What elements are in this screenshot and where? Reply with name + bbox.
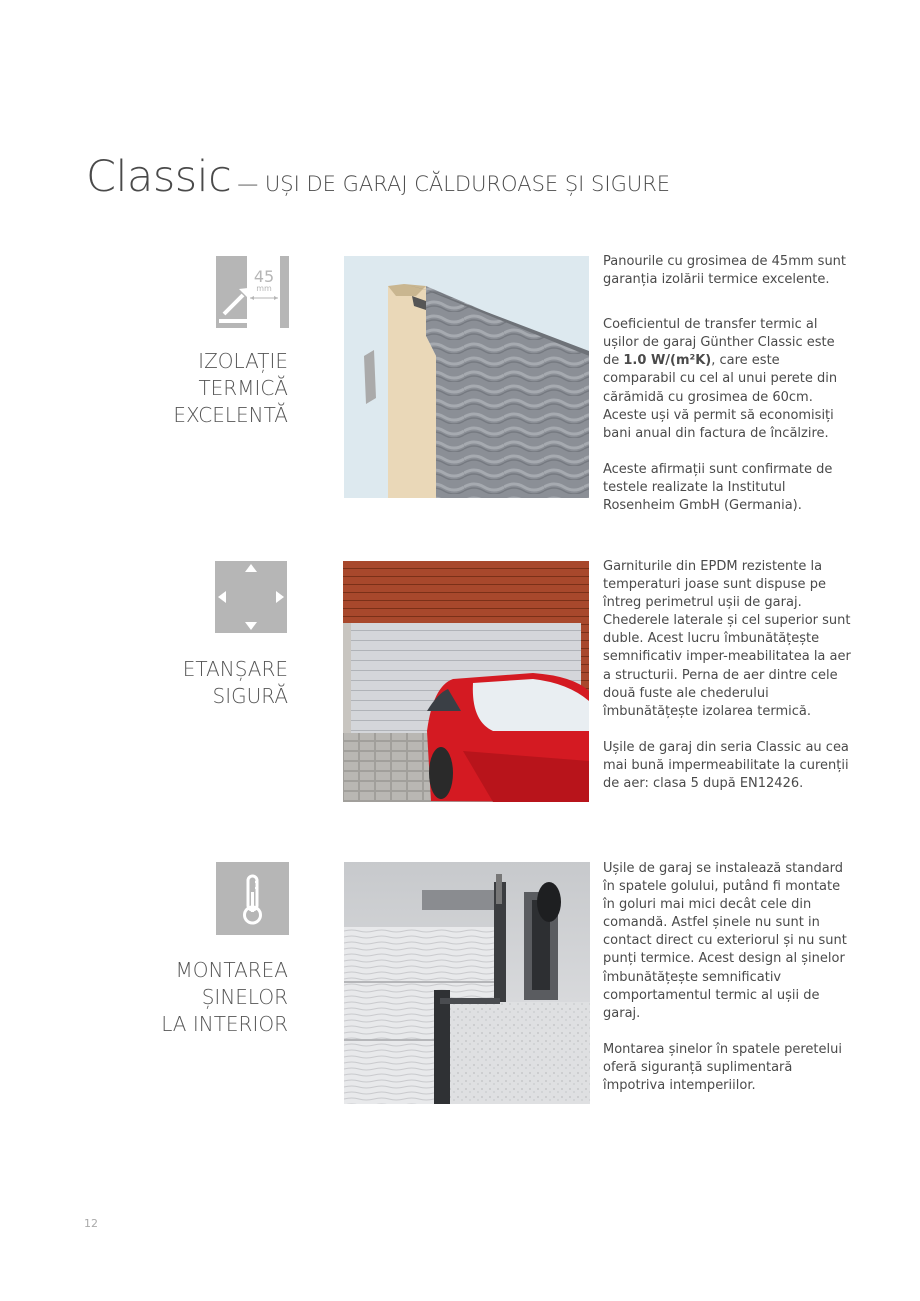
paragraph-text: , care este comparabil cu cel al unui perete din cărămidă cu grosimea de 60cm. Aceste uși vă permit să economisiți bani anual din factura de încălzire. xyxy=(603,353,838,441)
page-title xyxy=(86,152,670,202)
insulation-45mm-icon xyxy=(216,256,289,328)
page-number: 12 xyxy=(84,1217,98,1230)
title-sub: — UȘI DE GARAJ CĂLDUROASE ȘI SIGURE xyxy=(237,172,671,196)
four-arrows-seal-icon xyxy=(215,561,287,633)
paragraph: Aceste afirmații sunt confirmate de testele realizate la Institutul Rosenheim GmbH (Germania). xyxy=(603,461,833,514)
icon-unit: mm xyxy=(256,284,272,293)
feature-text-rails xyxy=(603,860,853,1113)
paragraph-text: Coeficientul de transfer termic al ușilor de garaj Günther Classic este de xyxy=(603,317,835,369)
label-line: TERMICĂ xyxy=(198,376,288,400)
feature-label-rails xyxy=(161,957,288,1038)
label-line: SIGURĂ xyxy=(212,684,288,708)
label-line: ETANȘARE xyxy=(182,657,288,681)
garage-door-car-image xyxy=(343,561,589,802)
paragraph: Ușile de garaj se instalează standard în spatele golului, putând fi montate în goluri mai mici decât cele din comandă. Astfel șinele nu sunt in contact direct cu exteriorul și nu sunt punți termice. Acest design al șinelor îmbunătățește semnificativ comportamentul termic al ușii de garaj. xyxy=(603,861,847,1021)
label-line: IZOLAȚIE xyxy=(198,349,288,373)
paragraph: Ușile de garaj din seria Classic au cea mai bună impermeabilitate la curenții de aer: clasa 5 după EN12426. xyxy=(603,739,849,792)
rail-mounting-image xyxy=(344,862,590,1104)
feature-label-sealing xyxy=(183,656,288,710)
feature-text-insulation xyxy=(603,253,853,533)
paragraph: Montarea șinelor în spatele peretelui oferă siguranță suplimentară împotriva intemperiilor. xyxy=(603,1041,842,1094)
title-main: Classic xyxy=(86,152,232,202)
insulated-panel-image xyxy=(344,256,589,498)
label-line: MONTAREA xyxy=(175,958,288,982)
paragraph xyxy=(603,316,853,443)
feature-text-sealing xyxy=(603,558,853,811)
icon-value: 45 xyxy=(253,267,275,286)
paragraph: Garniturile din EPDM rezistente la temperaturi joase sunt dispuse pe întreg perimetrul ușii de garaj. Chederele laterale și cel superior sunt duble. Acest lucru îmbunătățește semnificativ imper-meabilitatea la aer a structurii. Perna de aer dintre cele două fuste ale chederului îmbunătățește izolarea termică. xyxy=(603,559,851,719)
label-line: EXCELENTĂ xyxy=(173,403,288,427)
paragraph: Panourile cu grosimea de 45mm sunt garanția izolării termice excelente. xyxy=(603,254,847,288)
label-line: ȘINELOR xyxy=(201,985,288,1009)
u-value: 1.0 W/(m²K) xyxy=(623,353,712,369)
label-line: LA INTERIOR xyxy=(161,1012,288,1036)
feature-label-insulation xyxy=(173,348,288,429)
thermometer-icon xyxy=(216,862,289,935)
